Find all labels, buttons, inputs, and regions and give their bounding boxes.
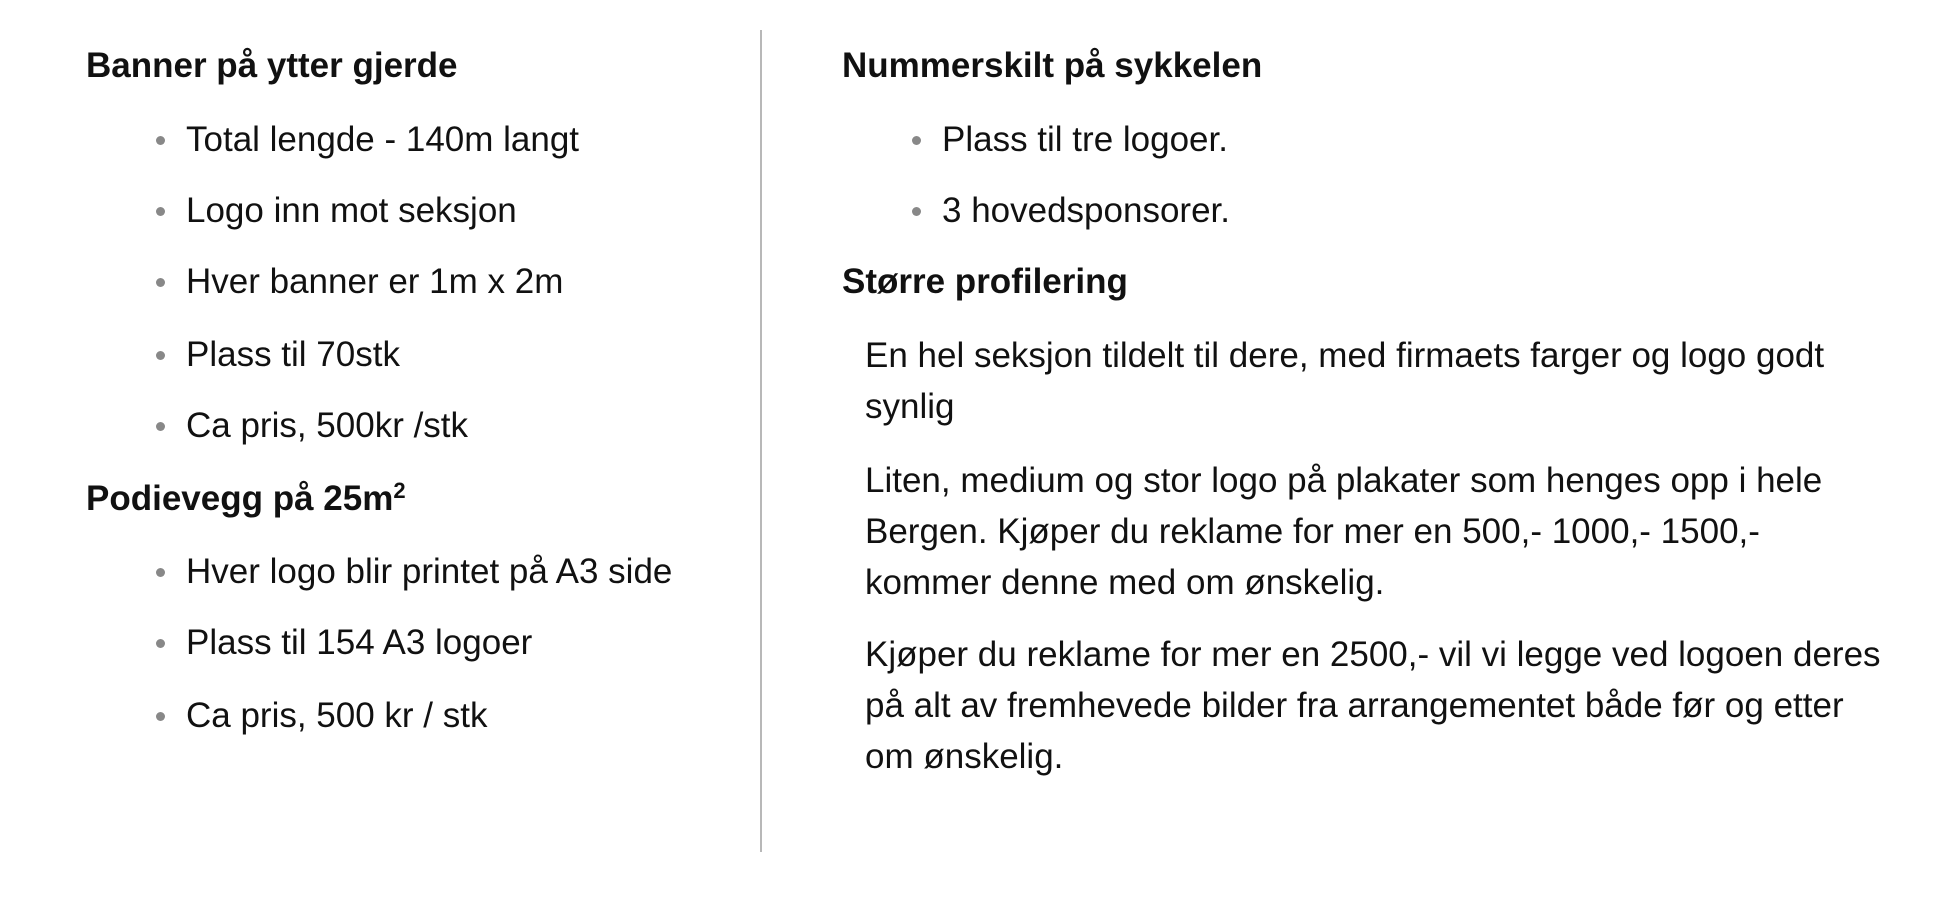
bullet-icon	[156, 278, 165, 287]
bullet-icon	[156, 712, 165, 721]
list-item-text: Plass til tre logoer.	[942, 120, 1228, 159]
podium-heading-text: Podievegg på 25m	[86, 479, 394, 518]
profiling-paragraph: En hel seksjon tildelt til dere, med firmaets farger og logo godt synlig	[865, 336, 1825, 426]
list-item	[186, 191, 517, 231]
profiling-paragraph: Liten, medium og stor logo på plakater som henges opp i hele Bergen. Kjøper du reklame for mer en 500,- 1000,- 1500,- kommer denne med om ønskelig.	[865, 461, 1823, 602]
list-item-text: Ca pris, 500kr /stk	[186, 406, 469, 445]
profiling-paragraph: Kjøper du reklame for mer en 2500,- vil vi legge ved logoen deres på alt av fremhevede bilder fra arrangementet både før og etter om ønskelig.	[865, 635, 1881, 776]
bullet-icon	[912, 136, 921, 145]
list-item	[186, 696, 487, 736]
list-item	[186, 262, 563, 302]
list-item	[186, 120, 579, 160]
list-item	[942, 191, 1230, 231]
bullet-icon	[156, 422, 165, 431]
list-item	[186, 552, 672, 592]
list-item-text: 3 hovedsponsorer.	[942, 191, 1230, 230]
list-item	[186, 406, 468, 446]
bullet-icon	[156, 639, 165, 648]
list-item-text: Hver banner er 1m x 2m	[186, 262, 564, 301]
list-item	[942, 120, 1228, 160]
column-divider	[760, 30, 762, 852]
banner-heading: Banner på ytter gjerde	[86, 46, 458, 85]
podium-heading	[86, 479, 406, 519]
bullet-icon	[156, 207, 165, 216]
list-item-text: Logo inn mot seksjon	[186, 191, 517, 230]
list-item-text: Plass til 70stk	[186, 335, 400, 374]
bullet-icon	[912, 207, 921, 216]
bullet-icon	[156, 136, 165, 145]
plates-heading: Nummerskilt på sykkelen	[842, 46, 1263, 85]
list-item-text: Ca pris, 500 kr / stk	[186, 696, 488, 735]
list-item-text: Hver logo blir printet på A3 side	[186, 552, 673, 591]
bullet-icon	[156, 351, 165, 360]
list-item	[186, 623, 532, 663]
list-item	[186, 335, 400, 375]
bullet-icon	[156, 568, 165, 577]
podium-heading-superscript: 2	[393, 478, 406, 503]
list-item-text: Total lengde - 140m langt	[186, 120, 580, 159]
profiling-heading: Større profilering	[842, 262, 1128, 301]
list-item-text: Plass til 154 A3 logoer	[186, 623, 533, 662]
